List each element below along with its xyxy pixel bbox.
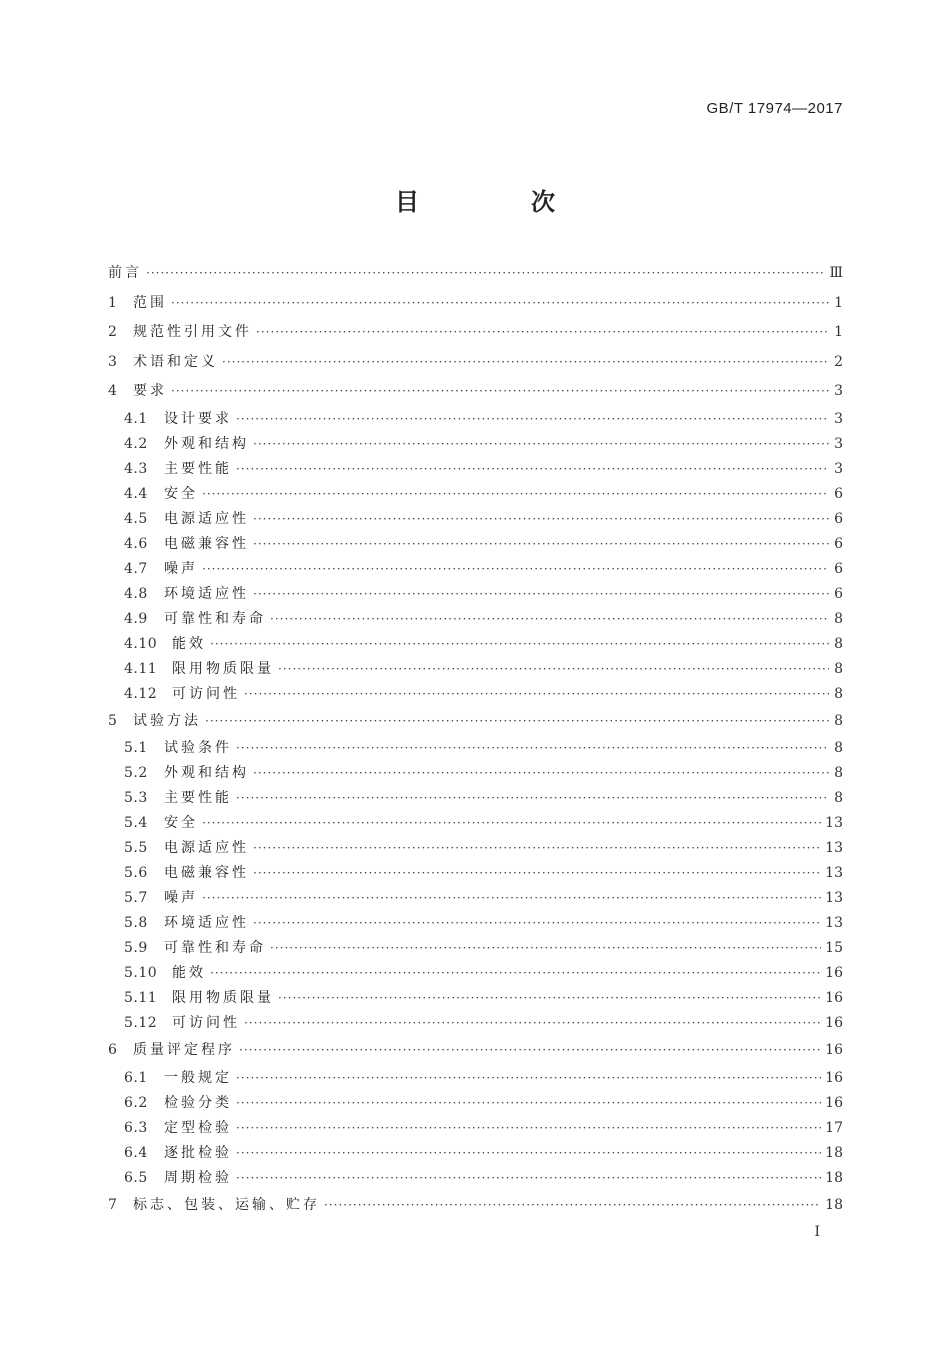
toc-entry-page: 1 xyxy=(834,294,843,311)
toc-entry-number: 6.3 xyxy=(124,1119,148,1136)
toc-entry-page: 8 xyxy=(834,790,843,806)
toc-entry-label: 噪声 xyxy=(164,890,198,906)
toc-leader-dots xyxy=(270,607,829,632)
toc-entry-page: 16 xyxy=(825,1042,843,1058)
toc-entry-number: 4.9 xyxy=(124,610,148,627)
toc-leader-dots xyxy=(202,811,821,836)
toc-entry-page: 13 xyxy=(825,865,843,881)
toc-entry-label: 要求 xyxy=(133,383,167,399)
toc-entry[interactable] xyxy=(108,607,843,632)
toc-entry-number: 5.12 xyxy=(124,1015,158,1031)
toc-entry-number: 6 xyxy=(108,1042,118,1058)
toc-entry-number: 4.12 xyxy=(124,685,158,702)
toc-leader-dots xyxy=(236,1166,821,1191)
toc-entry-page: 8 xyxy=(834,635,843,652)
toc-entry-number: 5.9 xyxy=(124,940,148,956)
toc-entry-number: 6.4 xyxy=(124,1144,148,1161)
toc-entry-page: 8 xyxy=(834,740,843,756)
toc-entry-number: 2 xyxy=(108,324,118,340)
toc-entry[interactable] xyxy=(108,1011,843,1036)
toc-entry[interactable] xyxy=(108,861,843,886)
toc-entry-page: 18 xyxy=(825,1144,843,1161)
toc-entry-number: 6.5 xyxy=(124,1169,148,1186)
toc-leader-dots xyxy=(222,348,829,378)
toc-entry-label: 电磁兼容性 xyxy=(164,535,249,552)
toc-entry-label: 周期检验 xyxy=(164,1169,232,1186)
toc-entry[interactable] xyxy=(108,786,843,811)
toc-leader-dots xyxy=(236,1116,821,1141)
toc-entry[interactable] xyxy=(108,259,843,289)
toc-entry-label: 电源适应性 xyxy=(164,510,249,527)
toc-entry-label: 范围 xyxy=(133,294,167,311)
toc-entry-number: 5 xyxy=(108,712,118,729)
toc-leader-dots xyxy=(244,682,829,707)
toc-entry-page: 16 xyxy=(825,1094,843,1111)
toc-leader-dots xyxy=(202,557,829,582)
toc-entry[interactable] xyxy=(108,961,843,986)
toc-entry[interactable] xyxy=(108,632,843,657)
toc-entry[interactable] xyxy=(108,1116,843,1141)
toc-entry-number: 4.11 xyxy=(124,660,158,677)
toc-leader-dots xyxy=(236,786,829,811)
document-code: GB/T 17974—2017 xyxy=(706,100,843,117)
toc-entry-number: 5.10 xyxy=(124,965,158,981)
toc-entry-number: 3 xyxy=(108,353,118,370)
toc-entry-number: 7 xyxy=(108,1196,118,1213)
toc-entry-number: 4 xyxy=(108,383,118,399)
toc-entry[interactable] xyxy=(108,457,843,482)
toc-entry-number: 5.3 xyxy=(124,790,148,806)
toc-entry-page: 6 xyxy=(834,485,843,502)
toc-entry-page: 6 xyxy=(834,535,843,552)
toc-leader-dots xyxy=(236,457,829,482)
toc-leader-dots xyxy=(253,532,829,557)
toc-entry[interactable] xyxy=(108,886,843,911)
toc-entry[interactable] xyxy=(108,482,843,507)
toc-entry-label: 限用物质限量 xyxy=(172,990,274,1006)
toc-entry-number: 4.2 xyxy=(124,435,148,452)
toc-entry-label: 规范性引用文件 xyxy=(133,324,252,340)
toc-entry-page: 16 xyxy=(825,1069,843,1086)
toc-leader-dots xyxy=(236,1066,821,1091)
toc-entry-page: 3 xyxy=(834,410,843,427)
toc-entry-page: 6 xyxy=(834,560,843,577)
toc-entry-page: 18 xyxy=(825,1169,843,1186)
toc-leader-dots xyxy=(244,1011,821,1036)
toc-entry-page: 8 xyxy=(834,660,843,677)
toc-entry-page: 3 xyxy=(834,460,843,477)
toc-entry[interactable] xyxy=(108,507,843,532)
toc-entry-page: 3 xyxy=(834,383,843,399)
toc-leader-dots xyxy=(202,482,829,507)
toc-entry-number: 6.2 xyxy=(124,1094,148,1111)
toc-entry-label: 主要性能 xyxy=(164,790,232,806)
toc-entry-label: 能效 xyxy=(172,965,206,981)
toc-entry-label: 标志、包装、运输、贮存 xyxy=(133,1196,320,1213)
toc-entry-label: 限用物质限量 xyxy=(172,660,274,677)
toc-entry-page: 6 xyxy=(834,585,843,602)
toc-entry-label: 外观和结构 xyxy=(164,765,249,781)
toc-entry-label: 外观和结构 xyxy=(164,435,249,452)
toc-entry-number: 5.11 xyxy=(124,990,158,1006)
toc-entry-label: 检验分类 xyxy=(164,1094,232,1111)
toc-entry-label: 安全 xyxy=(164,815,198,831)
toc-entry-label: 可靠性和寿命 xyxy=(164,610,266,627)
toc-entry-number: 6.1 xyxy=(124,1069,148,1086)
toc-entry[interactable] xyxy=(108,657,843,682)
toc-entry-label: 安全 xyxy=(164,485,198,502)
toc-entry-label: 一般规定 xyxy=(164,1069,232,1086)
toc-leader-dots xyxy=(253,507,829,532)
toc-entry[interactable] xyxy=(108,582,843,607)
toc-entry-number: 4.1 xyxy=(124,410,148,427)
toc-entry-page: 13 xyxy=(825,815,843,831)
toc-leader-dots xyxy=(210,632,829,657)
toc-entry-number: 5.4 xyxy=(124,815,148,831)
toc-entry[interactable] xyxy=(108,348,843,378)
toc-leader-dots xyxy=(205,707,829,737)
toc-entry-page: 16 xyxy=(825,990,843,1006)
toc-leader-dots xyxy=(146,259,825,289)
toc-entry-number: 4.7 xyxy=(124,560,148,577)
toc-entry-page: 17 xyxy=(825,1119,843,1136)
toc-leader-dots xyxy=(278,986,821,1011)
toc-entry-number: 5.7 xyxy=(124,890,148,906)
toc-entry-number: 4.3 xyxy=(124,460,148,477)
toc-entry-number: 1 xyxy=(108,294,118,311)
toc-entry-label: 可访问性 xyxy=(172,685,240,702)
toc-leader-dots xyxy=(278,657,829,682)
toc-entry[interactable] xyxy=(108,557,843,582)
toc-entry[interactable] xyxy=(108,318,843,348)
toc-entry-page: 13 xyxy=(825,915,843,931)
toc-entry-page: 2 xyxy=(834,353,843,370)
toc-entry-page: 16 xyxy=(825,965,843,981)
toc-entry-page: 8 xyxy=(834,685,843,702)
toc-entry[interactable] xyxy=(108,811,843,836)
toc-entry[interactable] xyxy=(108,377,843,407)
toc-entry[interactable] xyxy=(108,289,843,319)
toc-leader-dots xyxy=(270,936,821,961)
toc-entry-label: 定型检验 xyxy=(164,1119,232,1136)
toc-entry-page: 8 xyxy=(834,610,843,627)
toc-leader-dots xyxy=(256,318,829,348)
page-title: 目 次 xyxy=(395,188,599,216)
toc-leader-dots xyxy=(253,432,829,457)
toc-entry-number: 5.6 xyxy=(124,865,148,881)
toc-entry-label: 可访问性 xyxy=(172,1015,240,1031)
toc-leader-dots xyxy=(253,582,829,607)
toc-entry[interactable] xyxy=(108,532,843,557)
toc-leader-dots xyxy=(202,886,821,911)
toc-entry-number: 5.5 xyxy=(124,840,148,856)
toc-entry-page: Ⅲ xyxy=(829,265,843,281)
toc-entry-label: 试验方法 xyxy=(133,712,201,729)
toc-entry-number: 4.6 xyxy=(124,535,148,552)
toc-entry[interactable] xyxy=(108,836,843,861)
toc-entry-page: 1 xyxy=(834,324,843,340)
toc-entry-label: 可靠性和寿命 xyxy=(164,940,266,956)
toc-entry-page: 16 xyxy=(825,1015,843,1031)
toc-entry-label: 能效 xyxy=(172,635,206,652)
toc-entry-label: 术语和定义 xyxy=(133,353,218,370)
toc-entry-label: 质量评定程序 xyxy=(133,1042,235,1058)
toc-leader-dots xyxy=(236,1141,821,1166)
toc-entry-label: 主要性能 xyxy=(164,460,232,477)
toc-leader-dots xyxy=(171,289,829,319)
toc-entry[interactable] xyxy=(108,432,843,457)
table-of-contents xyxy=(108,259,843,1220)
toc-entry[interactable] xyxy=(108,761,843,786)
toc-entry[interactable] xyxy=(108,407,843,432)
toc-leader-dots xyxy=(324,1191,821,1221)
toc-entry-page: 13 xyxy=(825,890,843,906)
toc-entry-label: 电磁兼容性 xyxy=(164,865,249,881)
toc-entry[interactable] xyxy=(108,1191,843,1221)
toc-entry-page: 8 xyxy=(834,712,843,729)
toc-entry-number: 4.10 xyxy=(124,635,158,652)
toc-entry[interactable] xyxy=(108,911,843,936)
toc-entry-page: 8 xyxy=(834,765,843,781)
toc-entry-number: 4.5 xyxy=(124,510,148,527)
toc-leader-dots xyxy=(253,836,821,861)
toc-entry[interactable] xyxy=(108,936,843,961)
toc-leader-dots xyxy=(236,1091,821,1116)
toc-leader-dots xyxy=(253,911,821,936)
toc-entry-label: 电源适应性 xyxy=(164,840,249,856)
toc-leader-dots xyxy=(253,761,829,786)
toc-entry-label: 噪声 xyxy=(164,560,198,577)
toc-entry-number: 5.8 xyxy=(124,915,148,931)
toc-entry-page: 15 xyxy=(825,940,843,956)
toc-entry[interactable] xyxy=(108,1036,843,1066)
toc-entry-label: 逐批检验 xyxy=(164,1144,232,1161)
toc-entry[interactable] xyxy=(108,736,843,761)
toc-entry[interactable] xyxy=(108,1091,843,1116)
toc-entry[interactable] xyxy=(108,1066,843,1091)
toc-entry[interactable] xyxy=(108,682,843,707)
toc-leader-dots xyxy=(239,1036,821,1066)
toc-entry-page: 13 xyxy=(825,840,843,856)
toc-entry-label: 环境适应性 xyxy=(164,915,249,931)
toc-entry-label: 试验条件 xyxy=(164,740,232,756)
toc-entry-page: 18 xyxy=(825,1196,843,1213)
toc-entry-label: 前言 xyxy=(108,265,142,281)
toc-entry[interactable] xyxy=(108,986,843,1011)
toc-entry[interactable] xyxy=(108,1141,843,1166)
toc-entry-number: 5.2 xyxy=(124,765,148,781)
toc-entry-number: 4.8 xyxy=(124,585,148,602)
toc-leader-dots xyxy=(236,407,829,432)
footer-page-number: Ⅰ xyxy=(814,1224,820,1240)
toc-entry-label: 环境适应性 xyxy=(164,585,249,602)
toc-entry-label: 设计要求 xyxy=(164,410,232,427)
toc-leader-dots xyxy=(236,736,829,761)
toc-leader-dots xyxy=(171,377,829,407)
toc-entry[interactable] xyxy=(108,707,843,737)
toc-entry-page: 6 xyxy=(834,510,843,527)
toc-entry[interactable] xyxy=(108,1166,843,1191)
toc-entry-number: 4.4 xyxy=(124,485,148,502)
toc-leader-dots xyxy=(253,861,821,886)
toc-entry-page: 3 xyxy=(834,435,843,452)
toc-leader-dots xyxy=(210,961,821,986)
toc-entry-number: 5.1 xyxy=(124,740,148,756)
